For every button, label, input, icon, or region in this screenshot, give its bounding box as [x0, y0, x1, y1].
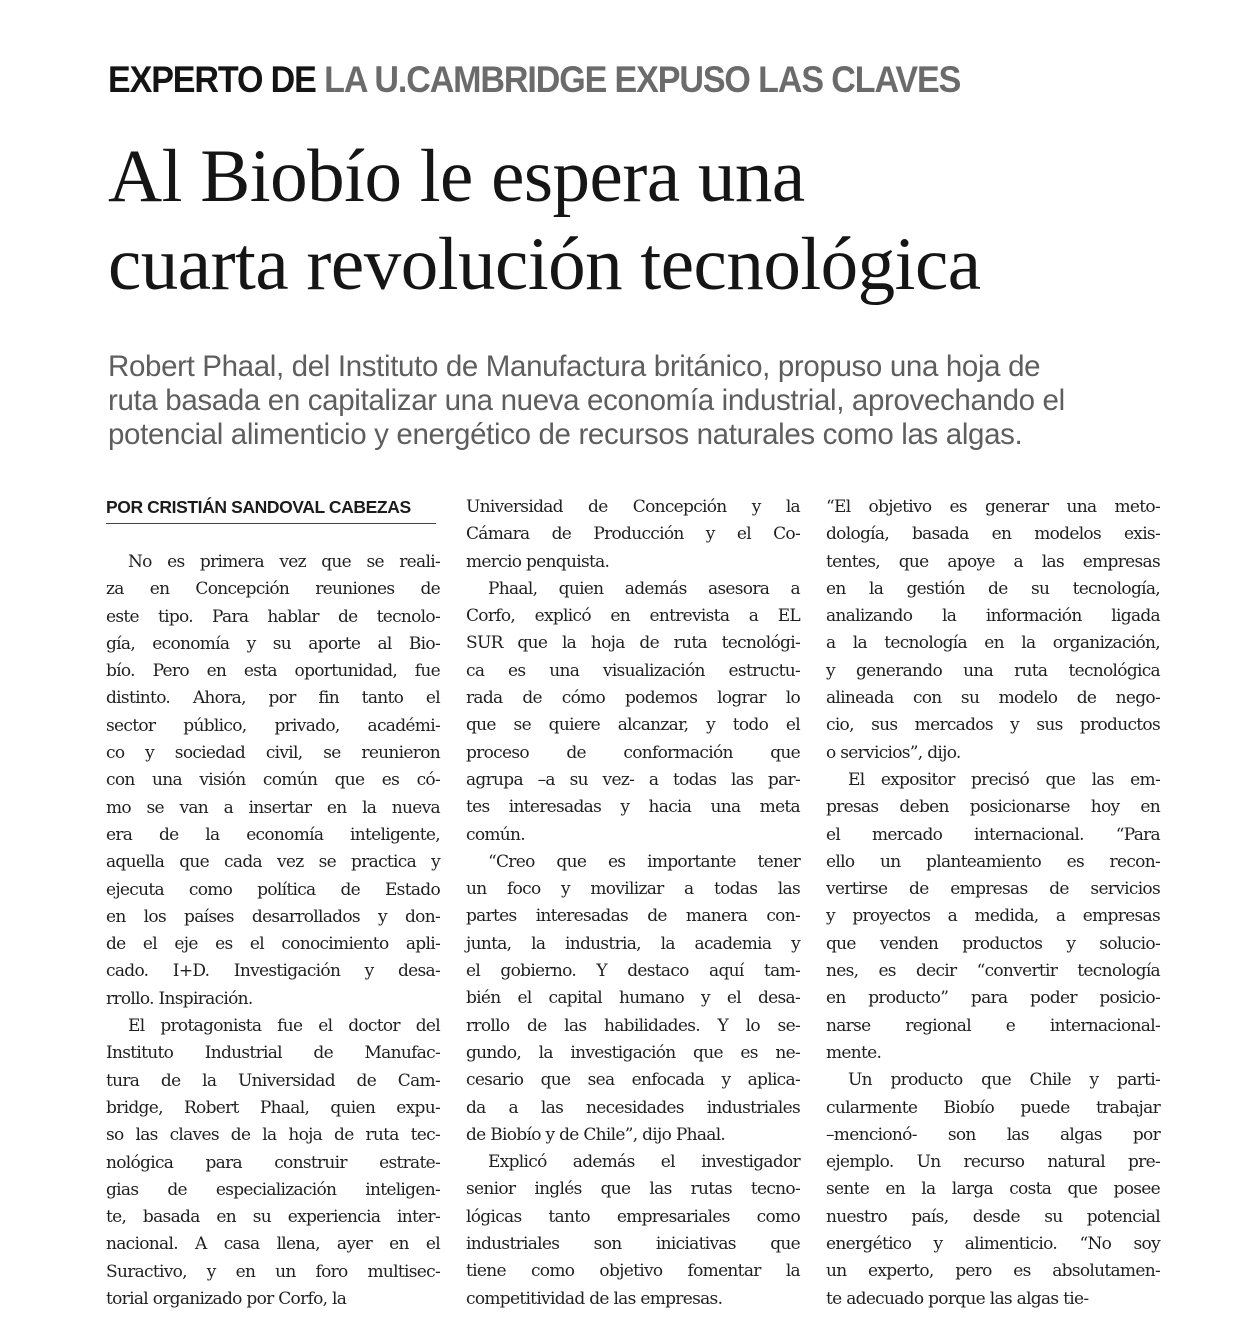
text-line: za en Concepción reuniones de	[106, 579, 440, 600]
deck-line-1: Robert Phaal, del Instituto de Manufactura británico, propuso una hoja de	[108, 350, 1041, 383]
text-line: en producto” para poder posicio-	[826, 988, 1160, 1009]
paragraph	[106, 1013, 440, 1313]
text-line: ejemplo. Un recurso natural pre-	[826, 1152, 1160, 1173]
article-kicker	[108, 56, 1083, 104]
text-line: vertirse de empresas de servicios	[826, 879, 1160, 900]
text-line: mercio penquista.	[466, 551, 610, 572]
text-line: de Biobío y de Chile”, dijo Phaal.	[466, 1124, 726, 1145]
text-line: y proyectos a medida, a empresas	[826, 906, 1160, 927]
text-line: Instituto Industrial de Manufac-	[106, 1043, 440, 1064]
text-line: sector público, privado, académi-	[106, 715, 440, 736]
text-line: –mencionó- son las algas por	[826, 1124, 1160, 1145]
text-line: que venden productos y solucio-	[826, 933, 1160, 954]
text-line: que se quiere alcanzar, y todo el	[466, 715, 800, 736]
text-line: presas deben posicionarse hoy en	[826, 797, 1160, 818]
headline-line-1: Al Biobío le espera una	[108, 135, 805, 218]
text-line: lógicas tanto empresariales como	[466, 1206, 800, 1227]
text-line: dología, basada en modelos exis-	[826, 524, 1160, 545]
text-line: ello un planteamiento es recon-	[826, 851, 1160, 872]
text-line: gía, economía y su aporte al Bio-	[106, 633, 440, 654]
text-line: Cámara de Producción y el Co-	[466, 524, 800, 545]
text-line: te, basada en su experiencia inter-	[106, 1207, 440, 1228]
text-line: proceso de conformación que	[466, 742, 800, 763]
text-line: cularmente Biobío puede trabajar	[826, 1097, 1160, 1118]
paragraph	[466, 576, 800, 849]
text-line: El protagonista fue el doctor del	[128, 1016, 440, 1037]
text-line: sente en la larga costa que posee	[826, 1179, 1160, 1200]
text-line: bién el capital humano y el desa-	[466, 988, 800, 1009]
text-line: torial organizado por Corfo, la	[106, 1289, 347, 1310]
text-line: a la tecnología en la organización,	[826, 633, 1160, 654]
text-line: tentes, que apoye a las empresas	[826, 551, 1160, 572]
text-line: agrupa –a su vez- a todas las par-	[466, 769, 800, 790]
text-line: cado. I+D. Investigación y desa-	[106, 961, 440, 982]
text-line: “El objetivo es generar una meto-	[826, 497, 1160, 517]
text-line: senior inglés que las rutas tecno-	[466, 1179, 800, 1200]
text-line: nacional. A casa llena, ayer en el	[106, 1234, 440, 1255]
text-line: gias de especialización inteligen-	[106, 1179, 440, 1200]
text-line: cesario que sea enfocada y aplica-	[466, 1070, 800, 1091]
text-line: distinto. Ahora, por fin tanto el	[106, 688, 440, 709]
paragraph	[826, 494, 1160, 767]
text-line: bridge, Robert Phaal, quien expu-	[106, 1097, 440, 1118]
text-line: nuestro país, desde su potencial	[826, 1206, 1160, 1227]
article-headline	[108, 133, 1188, 309]
text-line: industriales son iniciativas que	[466, 1234, 800, 1255]
text-line: de el eje es el conocimiento apli-	[106, 934, 440, 955]
headline-line-2: cuarta revolución tecnológica	[108, 223, 981, 306]
article-deck	[108, 350, 1168, 452]
text-line: era de la economía inteligente,	[106, 824, 440, 845]
text-line: Phaal, quien además asesora a	[488, 578, 800, 599]
kicker-part-2: LA U.CAMBRIDGE EXPUSO LAS CLAVES	[324, 59, 961, 100]
body-column-1	[106, 549, 440, 1313]
text-line: este tipo. Para hablar de tecnolo-	[106, 606, 440, 627]
text-line: y generando una ruta tecnológica	[826, 660, 1160, 681]
kicker-part-1: EXPERTO DE	[108, 59, 316, 100]
paragraph	[106, 549, 440, 1013]
text-line: junta, la industria, la academia y	[466, 933, 800, 954]
text-line: narse regional e internacional-	[826, 1015, 1160, 1036]
text-line: tura de la Universidad de Cam-	[106, 1070, 440, 1091]
text-line: cio, sus mercados y sus productos	[826, 715, 1160, 736]
text-line: o servicios”, dijo.	[826, 742, 961, 763]
text-line: en los países desarrollados y don-	[106, 906, 440, 927]
text-line: Universidad de Concepción y la	[466, 497, 800, 517]
text-line: bío. Pero en esta oportunidad, fue	[106, 661, 440, 682]
text-line: alineada con su modelo de nego-	[826, 688, 1160, 709]
paragraph	[466, 494, 800, 576]
text-line: aquella que cada vez se practica y	[106, 852, 440, 873]
text-line: El expositor precisó que las em-	[848, 769, 1160, 790]
text-line: rrollo. Inspiración.	[106, 988, 253, 1009]
text-line: en la gestión de su tecnología,	[826, 578, 1160, 599]
text-line: “Creo que es importante tener	[488, 851, 800, 872]
text-line: competitividad de las empresas.	[466, 1288, 723, 1309]
deck-line-3: potencial alimenticio y energético de recursos naturales como las algas.	[108, 418, 1023, 451]
text-line: No es primera vez que se reali-	[128, 552, 440, 572]
text-line: te adecuado porque las algas tie-	[826, 1288, 1089, 1309]
text-line: ejecuta como política de Estado	[106, 879, 440, 900]
text-line: energético y alimenticio. “No soy	[826, 1234, 1160, 1255]
text-line: con una visión común que es có-	[106, 770, 440, 791]
text-line: mo se van a insertar en la nueva	[106, 797, 440, 818]
paragraph	[466, 1149, 800, 1313]
text-line: Suractivo, y en un foro multisec-	[106, 1261, 440, 1282]
text-line: el mercado internacional. “Para	[826, 824, 1160, 845]
text-line: rrollo de las habilidades. Y lo se-	[466, 1015, 800, 1036]
deck-line-2: ruta basada en capitalizar una nueva economía industrial, aprovechando el	[108, 384, 1065, 417]
text-line: gundo, la investigación que es ne-	[466, 1042, 800, 1063]
text-line: analizando la información ligada	[826, 606, 1160, 627]
text-line: el gobierno. Y destaco aquí tam-	[466, 961, 800, 982]
text-line: so las claves de la hoja de ruta tec-	[106, 1125, 440, 1146]
text-line: SUR que la hoja de ruta tecnológi-	[466, 633, 800, 654]
paragraph	[826, 1067, 1160, 1313]
text-line: un experto, pero es absolutamen-	[826, 1261, 1160, 1282]
text-line: nes, es decir “convertir tecnología	[826, 961, 1160, 982]
paragraph	[826, 767, 1160, 1067]
author-byline: POR CRISTIÁN SANDOVAL CABEZAS	[106, 496, 436, 524]
text-line: Corfo, explicó en entrevista a EL	[466, 606, 800, 627]
text-line: rada de cómo podemos lograr lo	[466, 688, 800, 709]
body-column-3	[826, 494, 1160, 1313]
text-line: común.	[466, 824, 525, 845]
text-line: co y sociedad civil, se reunieron	[106, 743, 440, 764]
text-line: un foco y movilizar a todas las	[466, 879, 800, 900]
text-line: tes interesadas y hacia una meta	[466, 797, 800, 818]
text-line: mente.	[826, 1042, 882, 1063]
text-line: Explicó además el investigador	[488, 1152, 800, 1173]
paragraph	[466, 849, 800, 1149]
text-line: ca es una visualización estructu-	[466, 660, 800, 681]
text-line: partes interesadas de manera con-	[466, 906, 800, 927]
text-line: da a las necesidades industriales	[466, 1097, 800, 1118]
body-column-2	[466, 494, 800, 1313]
text-line: Un producto que Chile y parti-	[848, 1070, 1160, 1091]
text-line: tiene como objetivo fomentar la	[466, 1261, 800, 1282]
text-line: nológica para construir estrate-	[106, 1152, 440, 1173]
